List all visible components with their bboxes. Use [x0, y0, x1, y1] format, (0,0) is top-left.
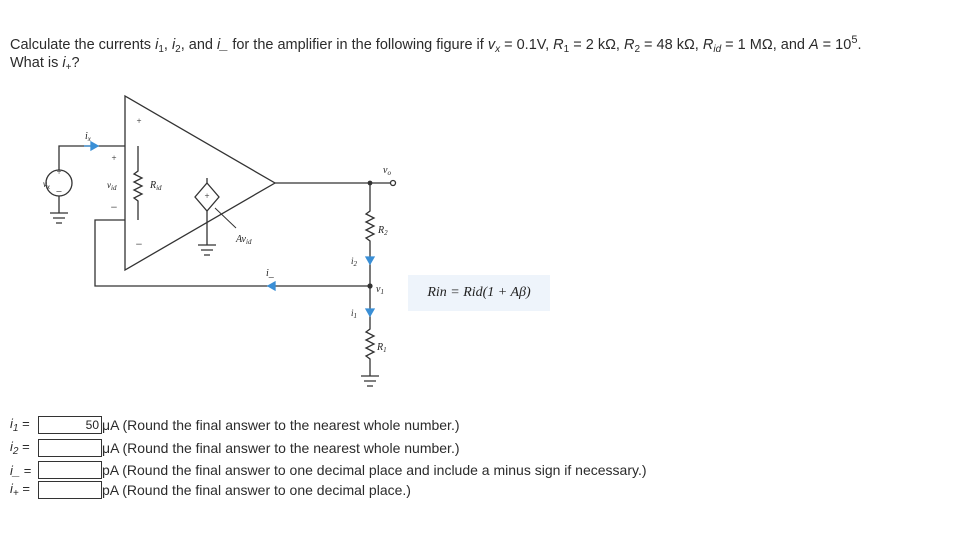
vx-label-sub: x	[46, 183, 50, 191]
answer-unit-i1: μA (Round the final answer to the nearest whole number.)	[102, 417, 460, 433]
question-text: What is	[10, 55, 63, 71]
var-rid: R	[702, 37, 714, 53]
answer-label-i2: $i_2$ =	[10, 439, 30, 457]
rid-label: R	[150, 180, 157, 191]
var-r1-sub: 1	[563, 44, 570, 55]
answer-input-iminus[interactable]	[38, 461, 102, 479]
value-a-exponent: 5	[851, 34, 858, 46]
ix-arrow-head	[91, 142, 98, 150]
vid-plus: +	[111, 153, 117, 163]
i1-label: i	[351, 308, 354, 318]
vx-minus: −	[55, 186, 63, 198]
svg-text:Avid	[235, 234, 252, 246]
answer-row-i2	[0, 438, 953, 458]
answer-label-i1: $i_1$ =	[10, 416, 30, 434]
var-i2: i	[171, 37, 176, 53]
i1-arrow-head	[366, 309, 374, 316]
answer-label-iminus: i_ =	[10, 462, 32, 478]
r1-label-sub: 1	[383, 346, 387, 354]
answer-input-iplus[interactable]	[38, 481, 102, 499]
dep-src-label-sub: id	[246, 238, 252, 246]
ground-symbol-dep	[198, 245, 216, 255]
answer-label-iplus: $i_+$ =	[10, 481, 30, 499]
svg-text:R2	[377, 225, 388, 237]
svg-text:vx	[43, 179, 51, 191]
v1-label-sub: 1	[380, 288, 384, 296]
value-r2: = 48 kΩ,	[640, 37, 703, 53]
wire-feedback	[95, 220, 370, 286]
i2-label-sub: 2	[353, 260, 358, 268]
dep-src-plus: +	[204, 191, 210, 201]
i2-label: i	[351, 256, 354, 266]
vx-label: v	[42, 179, 47, 189]
ix-label-sub: x	[87, 135, 91, 143]
var-i2-sub: 2	[175, 44, 181, 55]
rid-resistor	[134, 166, 142, 206]
iminus-label: i_	[266, 268, 274, 279]
rin-formula-box	[408, 275, 550, 311]
svg-text:Rid	[149, 180, 162, 192]
question-text: ?	[71, 55, 80, 71]
vx-plus: +	[56, 167, 62, 177]
svg-text:vo	[383, 165, 391, 177]
opamp-minus: −	[135, 237, 143, 251]
var-r2: R	[623, 37, 635, 53]
answer-row-i1	[0, 415, 953, 435]
value-vx: = 0.1V,	[500, 37, 554, 53]
ground-symbol-source	[50, 213, 68, 223]
question-text: Calculate the currents	[10, 37, 156, 53]
value-rid: = 1 MΩ, and	[721, 37, 809, 53]
answer-input-i2[interactable]	[38, 439, 102, 457]
opamp-plus: +	[136, 116, 142, 126]
r2-resistor	[366, 183, 374, 286]
var-r2-sub: 2	[634, 44, 641, 55]
question-text: for the amplifier in the following figure if	[228, 37, 488, 53]
var-rid-sub: id	[713, 44, 722, 55]
opamp-triangle	[125, 96, 275, 270]
rin-formula: Rin = Rid(1 + Aβ)	[427, 285, 531, 300]
svg-text:vid	[107, 180, 117, 192]
svg-text:i2	[351, 256, 358, 268]
value-a: = 10	[818, 37, 852, 53]
period: .	[857, 37, 862, 53]
vid-minus: −	[110, 200, 118, 214]
var-a: A	[808, 37, 819, 53]
svg-text:i1	[351, 308, 357, 320]
r1-label: R	[377, 342, 384, 353]
svg-text:v1	[376, 284, 384, 296]
r2-label-sub: 2	[384, 229, 388, 237]
answer-unit-iplus: pA (Round the final answer to one decimal place.)	[102, 482, 411, 498]
vid-label-sub: id	[111, 184, 117, 192]
vid-label: v	[107, 180, 111, 190]
var-vx: v	[487, 37, 496, 53]
var-i1: i	[155, 37, 159, 53]
var-i1-sub: 1	[158, 44, 164, 55]
answer-input-i1[interactable]	[38, 416, 102, 434]
r1-resistor	[366, 286, 374, 376]
output-terminal	[391, 181, 396, 186]
var-r1: R	[553, 37, 564, 53]
ix-label: i	[85, 131, 88, 142]
var-iplus-sub: +	[65, 62, 72, 73]
separator: ,	[163, 37, 172, 53]
svg-text:R1	[376, 342, 387, 354]
vo-label-sub: o	[387, 169, 391, 177]
dep-src-label: Av	[236, 234, 246, 245]
answer-row-iminus	[0, 460, 953, 480]
answer-unit-i2: μA (Round the final answer to the nearest whole number.)	[102, 440, 460, 456]
var-vx-sub: x	[495, 44, 501, 55]
r2-label: R	[378, 225, 385, 236]
separator: , and	[180, 37, 218, 53]
i2-arrow-head	[366, 257, 374, 264]
var-iminus: i_	[217, 37, 229, 53]
node-output	[368, 181, 373, 186]
answer-unit-iminus: pA (Round the final answer to one decimal place and include a minus sign if necessary.)	[102, 462, 647, 478]
value-r1: = 2 kΩ,	[569, 37, 624, 53]
node-v1	[367, 283, 372, 288]
var-iplus: i	[62, 55, 66, 71]
answer-row-iplus	[0, 480, 953, 500]
rid-label-sub: id	[156, 184, 162, 192]
iminus-arrow-head	[268, 282, 275, 290]
i1-label-sub: 1	[353, 312, 358, 320]
svg-text:ix	[85, 131, 92, 143]
vo-label: v	[383, 165, 388, 176]
v1-label: v	[376, 284, 381, 295]
ground-symbol-r1	[361, 376, 379, 386]
